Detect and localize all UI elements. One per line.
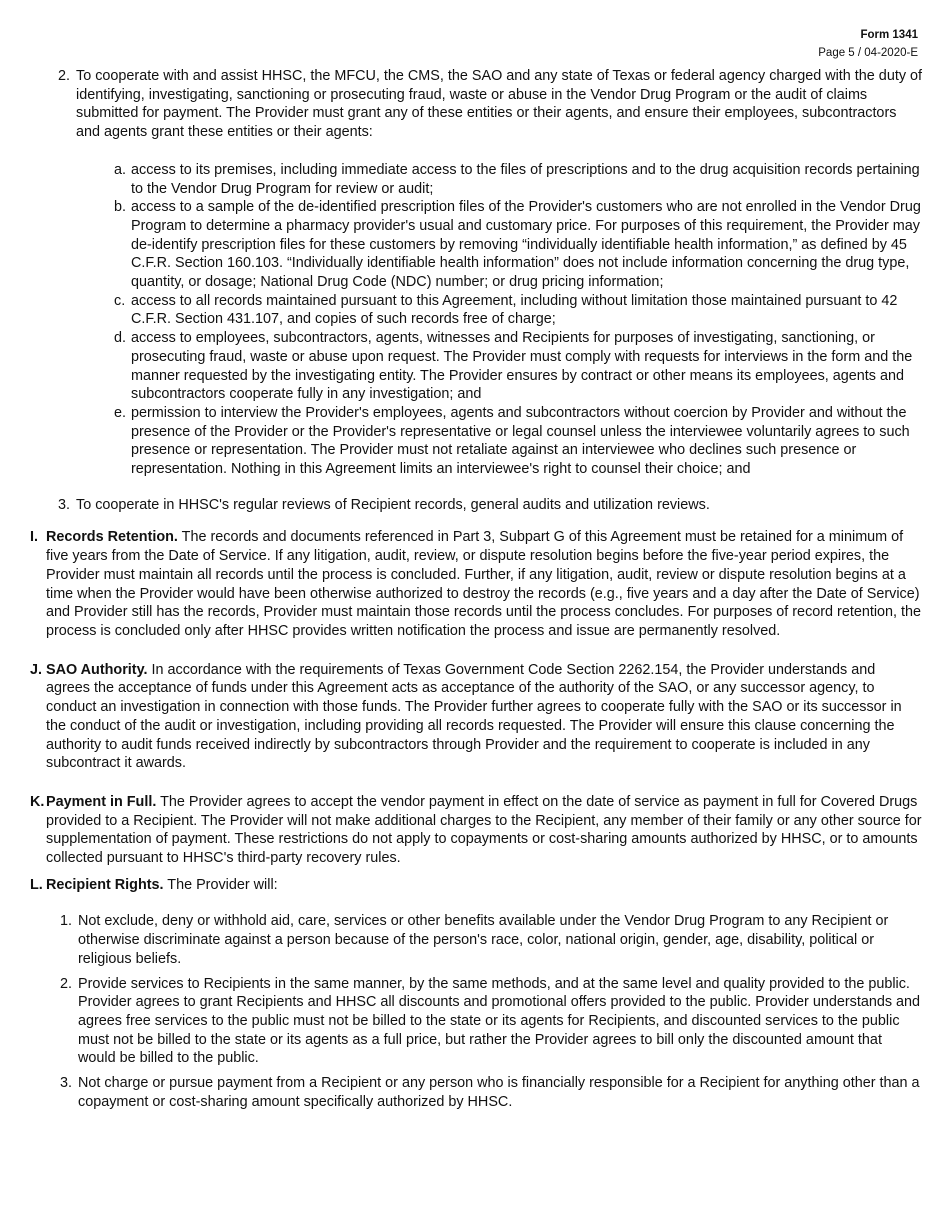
list-marker: 2.: [58, 68, 71, 84]
document-body: [30, 67, 922, 1111]
sublist-item-b: [30, 198, 922, 292]
sublist-text: access to a sample of the de-identified prescription files of the Provider's customers who are not enrolled in the Vendor Drug Program to determine a pharmacy provider's usual and customary price. For purposes of this requirement, the Provider may de-identify prescription files for these customers by removing “individually identifiable health information,” as defined by 45 C.F.R. Section 160.103. “Individually identifiable health information” does not include information concerning the drug type, quantity, or dosage; National Drug Code (NDC) number; or drug pricing information;: [131, 199, 921, 291]
section-marker: L.: [30, 876, 43, 893]
list-item-3: [30, 496, 922, 515]
sublist-text: access to all records maintained pursuant to this Agreement, including without limitation those maintained pursuant to 42 C.F.R. Section 431.107, and copies of such records free of charge;: [131, 292, 898, 328]
sublist-item-e: [30, 404, 922, 479]
section-heading: SAO Authority.: [46, 661, 148, 678]
sublist-marker: c.: [114, 292, 126, 309]
list-marker: 1.: [60, 913, 73, 930]
sublist-marker: a.: [114, 161, 127, 178]
list-item-text: To cooperate in HHSC's regular reviews of Recipient records, general audits and utilization reviews.: [76, 496, 710, 513]
section-heading: Payment in Full.: [46, 793, 157, 810]
sublist-text: access to employees, subcontractors, agents, witnesses and Recipients for purposes of investigating, sanctioning, or prosecuting fraud, waste or abuse upon request. The Provider must comply with requests for interviews in the form and the manner requested by the investigating entity. The Provider ensures by contract or other means its employees, agents and subcontractors cooperate fully in any investigation; and: [131, 330, 913, 403]
section-text: The Provider will:: [163, 876, 278, 893]
page-header: [818, 28, 918, 61]
list-marker: 3.: [58, 496, 71, 513]
sublist: [30, 161, 922, 479]
section-marker: J.: [30, 661, 43, 678]
rights-item-1: [30, 912, 922, 968]
sublist-item-a: [30, 161, 922, 198]
section-payment-in-full: [30, 793, 922, 868]
section-recipient-rights: [30, 876, 922, 895]
rights-item-3: [30, 1074, 922, 1111]
sublist-marker: e.: [114, 404, 127, 421]
section-heading: Recipient Rights.: [46, 876, 164, 893]
sublist-item-d: [30, 329, 922, 404]
section-text: The records and documents referenced in Part 3, Subpart G of this Agreement must be retained for a minimum of five years from the Date of Service. If any litigation, audit, review, or dispute resolution begins before the five-year period expires, the Provider must maintain all records until the process is concluded. Further, if any litigation, audit, review or dispute resolution begins at a time when the Provider would have been otherwise authorized to destroy the records (e.g., five years and a day after the Date of Service) and Provider still has the records, Provider must maintain those records until the process concludes. For purposes of record retention, the process is concluded only after HHSC provides written notification the process and issue are permanently resolved.: [46, 529, 922, 639]
section-text: In accordance with the requirements of Texas Government Code Section 2262.154, the Provider understands and agrees the acceptance of funds under this Agreement acts as acceptance of the authority of the SAO, or any successor agency, to conduct an investigation in connection with those funds. The Provider further agrees to cooperate fully with the SAO or its successor in the conduct of the audit or investigation, including providing all records requested. The Provider will ensure this clause concerning the authority to audit funds received indirectly by subcontractors through Provider and the requirement to cooperate is included in any subcontract it awards.: [46, 661, 902, 772]
section-marker: K.: [30, 793, 45, 810]
sublist-marker: b.: [114, 199, 127, 216]
section-sao-authority: [30, 661, 922, 773]
rights-item-2: [30, 975, 922, 1069]
list-marker: 2.: [60, 975, 73, 992]
sublist-marker: d.: [114, 330, 127, 347]
list-item-2: [30, 67, 922, 142]
section-marker: I.: [30, 529, 38, 546]
form-number: Form 1341: [860, 29, 918, 41]
list-item-text: Not charge or pursue payment from a Recipient or any person who is financially responsible for a Recipient for anything other than a copayment or cost-sharing amount specifically authorized by HHSC.: [78, 1075, 920, 1110]
section-heading: Records Retention.: [46, 529, 178, 546]
recipient-rights-list: [30, 912, 922, 1111]
section-text: The Provider agrees to accept the vendor payment in effect on the date of service as payment in full for Covered Drugs provided to a Recipient. The Provider will not make additional charges to the Recipient, any member of their family or any other source for supplementation of payment. These restrictions do not apply to copayments or cost-sharing amounts authorized by HHSC, or to amounts collected pursuant to HHSC's third-party recovery rules.: [46, 793, 922, 867]
list-item-text: To cooperate with and assist HHSC, the MFCU, the CMS, the SAO and any state of Texas or federal agency charged with the duty of identifying, investigating, sanctioning or prosecuting fraud, waste or abuse in the Vendor Drug Program or the audit of claims submitted for payment. The Provider must grant any of these entities or their agents, and ensure their employees, subcontractors and agents grant these entities or their agents:: [76, 68, 923, 141]
list-item-text: Provide services to Recipients in the same manner, by the same methods, and at the same level and quality provided to the public. Provider agrees to grant Recipients and HHSC all discounts and promotional offers provided to the public. Provider understands and agrees free services to the public must not be billed to the state or its agents for Recipients, and discounted services to the public must not be billed to the state or its agents as a full price, but rather the Provider agrees to bill only the discounted amount that would be billed to the public.: [78, 975, 921, 1067]
sublist-text: access to its premises, including immediate access to the files of prescriptions and to the drug acquisition records pertaining to the Vendor Drug Program for review or audit;: [131, 161, 920, 197]
page-info: Page 5 / 04-2020-E: [818, 47, 918, 59]
sublist-item-c: [30, 292, 922, 329]
list-item-text: Not exclude, deny or withhold aid, care, services or other benefits available under the Vendor Drug Program to any Recipient or otherwise discriminate against a person because of the person's race, color, national origin, gender, age, disability, political or religious beliefs.: [78, 913, 889, 967]
section-records-retention: [30, 528, 922, 640]
list-marker: 3.: [60, 1075, 73, 1092]
sublist-text: permission to interview the Provider's employees, agents and subcontractors without coercion by Provider and without the presence of the Provider or the Provider's representative or legal counsel unless the interviewee voluntarily agrees to such presence or representation. The Provider must not retaliate against an interviewee who declines such presence or representation. Nothing in this Agreement limits an interviewee's right to counsel their choice; and: [131, 404, 910, 478]
